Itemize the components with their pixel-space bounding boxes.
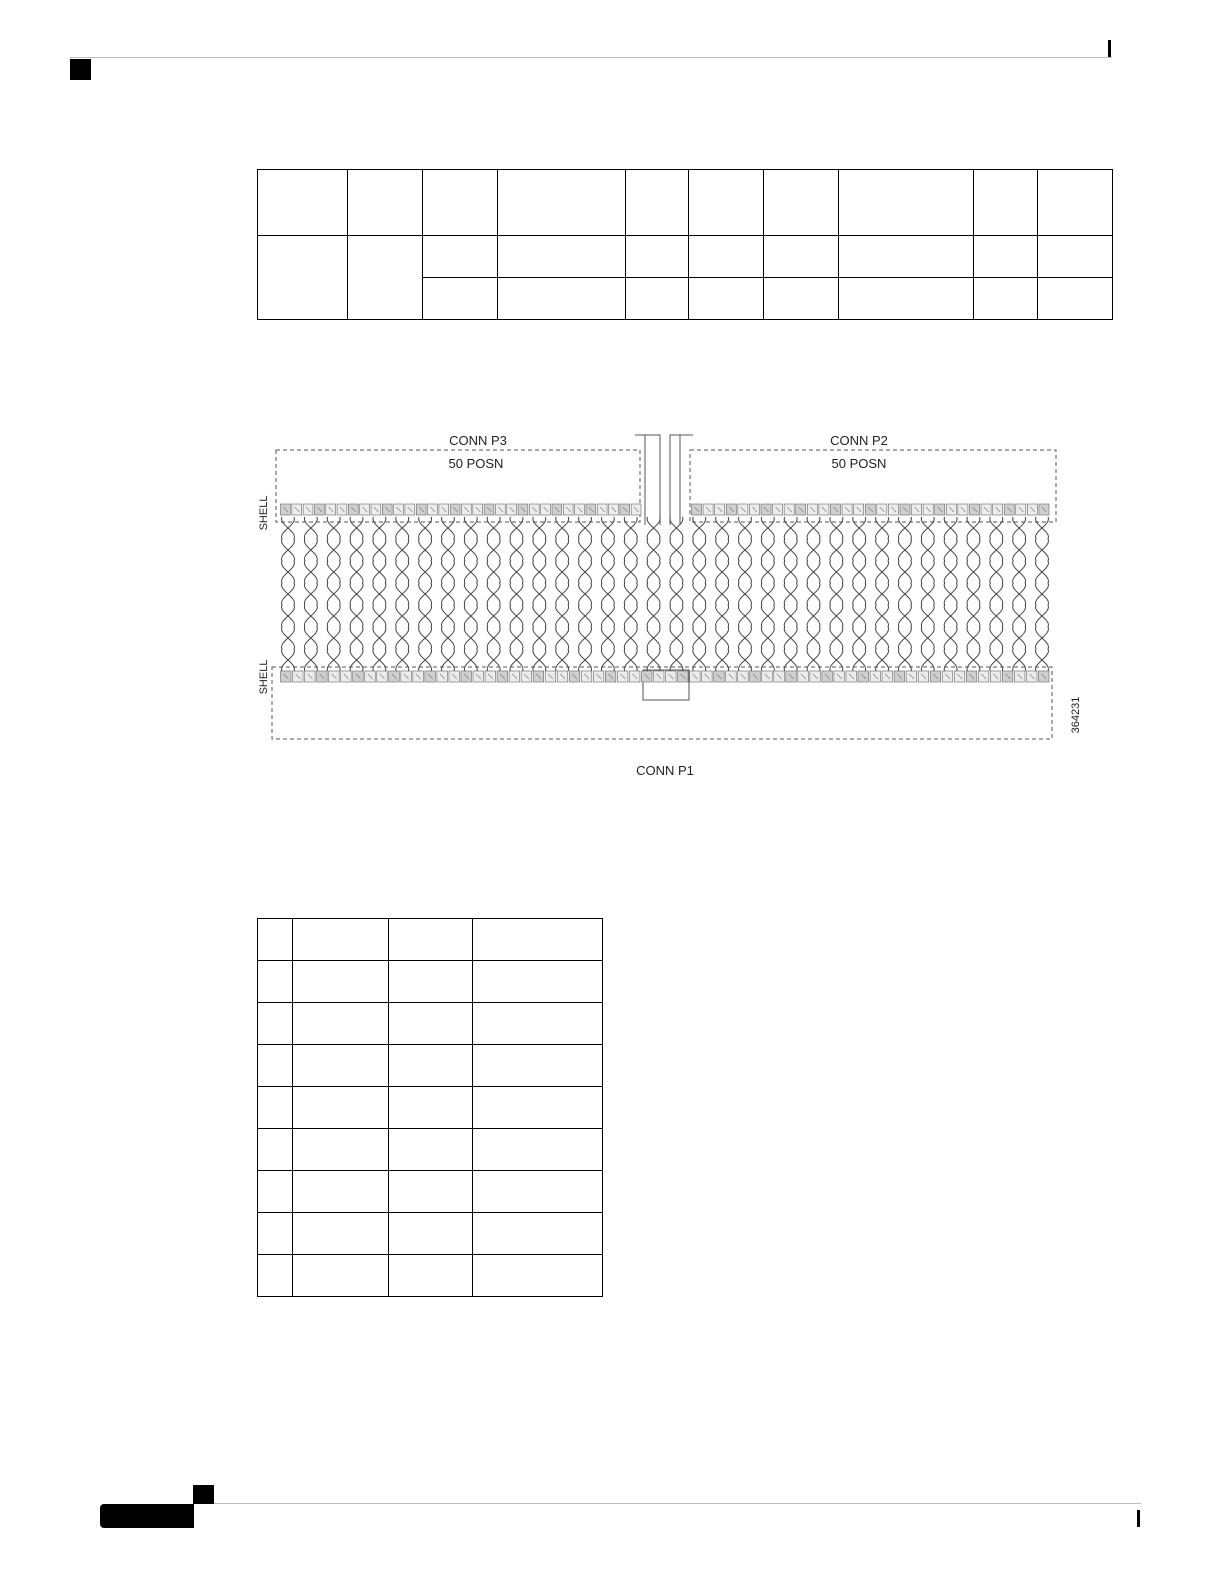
twisted-pair-wire-b xyxy=(556,517,569,671)
twisted-pair-wire-b xyxy=(990,517,1003,671)
table-row xyxy=(258,170,1113,236)
table-cell xyxy=(293,961,389,1003)
table-cell xyxy=(348,236,423,320)
table-cell xyxy=(473,1045,603,1087)
table-cell xyxy=(258,919,293,961)
twisted-pair-wire-b xyxy=(327,517,340,671)
table-cell xyxy=(389,1045,473,1087)
twisted-pair-wire-b xyxy=(944,517,957,671)
twisted-pair-wire-b xyxy=(647,517,660,671)
shell-label-lower: SHELL xyxy=(258,659,270,695)
table-cell xyxy=(293,1129,389,1171)
table-cell xyxy=(389,1087,473,1129)
table-cell xyxy=(389,919,473,961)
table-cell xyxy=(258,1171,293,1213)
footer-page-tab xyxy=(100,1504,194,1528)
table-cell xyxy=(293,1213,389,1255)
twisted-pair-wire-b xyxy=(510,517,523,671)
conn-p1-label: CONN P1 xyxy=(636,763,694,778)
table-row xyxy=(258,1045,603,1087)
top-table xyxy=(257,169,1113,320)
twisted-pair-wire-b xyxy=(807,517,820,671)
table-row xyxy=(258,961,603,1003)
table-cell xyxy=(293,1003,389,1045)
table-row xyxy=(258,1129,603,1171)
twisted-pair-wire-b xyxy=(396,517,409,671)
table-cell xyxy=(764,170,839,236)
twisted-pair-wire-b xyxy=(921,517,934,671)
twisted-pair-wire-b xyxy=(967,517,980,671)
twisted-pair-wire-b xyxy=(373,517,386,671)
table-cell xyxy=(389,1003,473,1045)
table-cell xyxy=(423,236,498,278)
shell-label-upper: SHELL xyxy=(258,495,270,531)
table-row xyxy=(258,1087,603,1129)
table-cell xyxy=(473,1087,603,1129)
figure-number: 364231 xyxy=(1070,696,1082,734)
twisted-pair-wire-b xyxy=(1036,517,1049,671)
twisted-pair-wire-b xyxy=(739,517,752,671)
conn-p3-label: CONN P3 xyxy=(449,433,507,448)
twisted-pair-wire-b xyxy=(830,517,843,671)
table-cell xyxy=(473,1171,603,1213)
table-row xyxy=(258,236,1113,278)
bottom-table xyxy=(257,918,603,1297)
table-cell xyxy=(689,278,764,320)
twisted-pair-wire-b xyxy=(282,517,295,671)
twisted-pair-wire-b xyxy=(670,517,683,671)
twisted-pair-wire-b xyxy=(716,517,729,671)
lower-pin-row xyxy=(281,671,1050,682)
twisted-pairs xyxy=(282,517,1049,671)
table-cell xyxy=(258,1255,293,1297)
table-cell xyxy=(258,961,293,1003)
table-row xyxy=(258,1213,603,1255)
table-cell xyxy=(1038,278,1113,320)
footer-square-marker xyxy=(193,1485,214,1504)
table-cell xyxy=(473,1129,603,1171)
table-cell xyxy=(974,170,1038,236)
table-cell xyxy=(389,1213,473,1255)
table-cell xyxy=(293,1171,389,1213)
table-cell xyxy=(389,1171,473,1213)
table-cell xyxy=(258,1213,293,1255)
twisted-pair-wire-b xyxy=(693,517,706,671)
table-cell xyxy=(258,1087,293,1129)
twisted-pair-wire-b xyxy=(601,517,614,671)
table-row xyxy=(258,1255,603,1297)
table-cell xyxy=(974,236,1038,278)
table-cell xyxy=(293,1255,389,1297)
conn-p3-posn: 50 POSN xyxy=(448,456,504,471)
header-rule xyxy=(70,57,1112,58)
table-cell xyxy=(839,278,974,320)
table-cell xyxy=(764,278,839,320)
twisted-pair-wire-b xyxy=(898,517,911,671)
table-cell xyxy=(498,278,626,320)
upper-pin-row xyxy=(281,504,1050,515)
twisted-pair-wire-b xyxy=(761,517,774,671)
table-cell xyxy=(473,919,603,961)
table-cell xyxy=(258,1129,293,1171)
table-cell xyxy=(498,170,626,236)
table-cell xyxy=(423,278,498,320)
table-cell xyxy=(689,170,764,236)
twisted-pair-wire-b xyxy=(441,517,454,671)
twisted-pair-wire-b xyxy=(304,517,317,671)
twisted-pair-wire-b xyxy=(784,517,797,671)
footer-edge-mark xyxy=(1137,1510,1140,1527)
table-cell xyxy=(473,1255,603,1297)
table-cell xyxy=(1038,236,1113,278)
twisted-pair-wire-b xyxy=(876,517,889,671)
table-cell xyxy=(258,1003,293,1045)
twisted-pair-wire-b xyxy=(624,517,637,671)
table-cell xyxy=(974,278,1038,320)
table-cell xyxy=(473,961,603,1003)
table-cell xyxy=(423,170,498,236)
table-cell xyxy=(764,236,839,278)
table-row xyxy=(258,919,603,961)
cable-wiring-diagram xyxy=(250,425,1100,785)
table-cell xyxy=(293,1045,389,1087)
table-cell xyxy=(839,236,974,278)
conn-p2-label: CONN P2 xyxy=(830,433,888,448)
header-square-marker xyxy=(70,59,91,80)
table-cell xyxy=(626,236,689,278)
twisted-pair-wire-b xyxy=(419,517,432,671)
table-row xyxy=(258,1171,603,1213)
footer-rule xyxy=(193,1503,1141,1504)
table-cell xyxy=(626,278,689,320)
table-cell xyxy=(389,1255,473,1297)
table-cell xyxy=(473,1213,603,1255)
table-cell xyxy=(839,170,974,236)
twisted-pair-wire-b xyxy=(350,517,363,671)
table-cell xyxy=(473,1003,603,1045)
table-cell xyxy=(258,1045,293,1087)
twisted-pair-wire-b xyxy=(853,517,866,671)
table-cell xyxy=(389,1129,473,1171)
twisted-pair-wire-b xyxy=(1013,517,1026,671)
table-cell xyxy=(626,170,689,236)
twisted-pair-wire-b xyxy=(464,517,477,671)
table-row xyxy=(258,1003,603,1045)
twisted-pair-wire-b xyxy=(487,517,500,671)
conn-p2-posn: 50 POSN xyxy=(831,456,887,471)
twisted-pair-wire-b xyxy=(533,517,546,671)
table-cell xyxy=(348,170,423,236)
twisted-pair-wire-b xyxy=(579,517,592,671)
table-cell xyxy=(389,961,473,1003)
header-edge-mark xyxy=(1108,40,1111,57)
table-cell xyxy=(293,919,389,961)
table-cell xyxy=(258,170,348,236)
table-cell xyxy=(1038,170,1113,236)
table-cell xyxy=(293,1087,389,1129)
table-cell xyxy=(689,236,764,278)
table-cell xyxy=(498,236,626,278)
table-cell xyxy=(258,236,348,320)
